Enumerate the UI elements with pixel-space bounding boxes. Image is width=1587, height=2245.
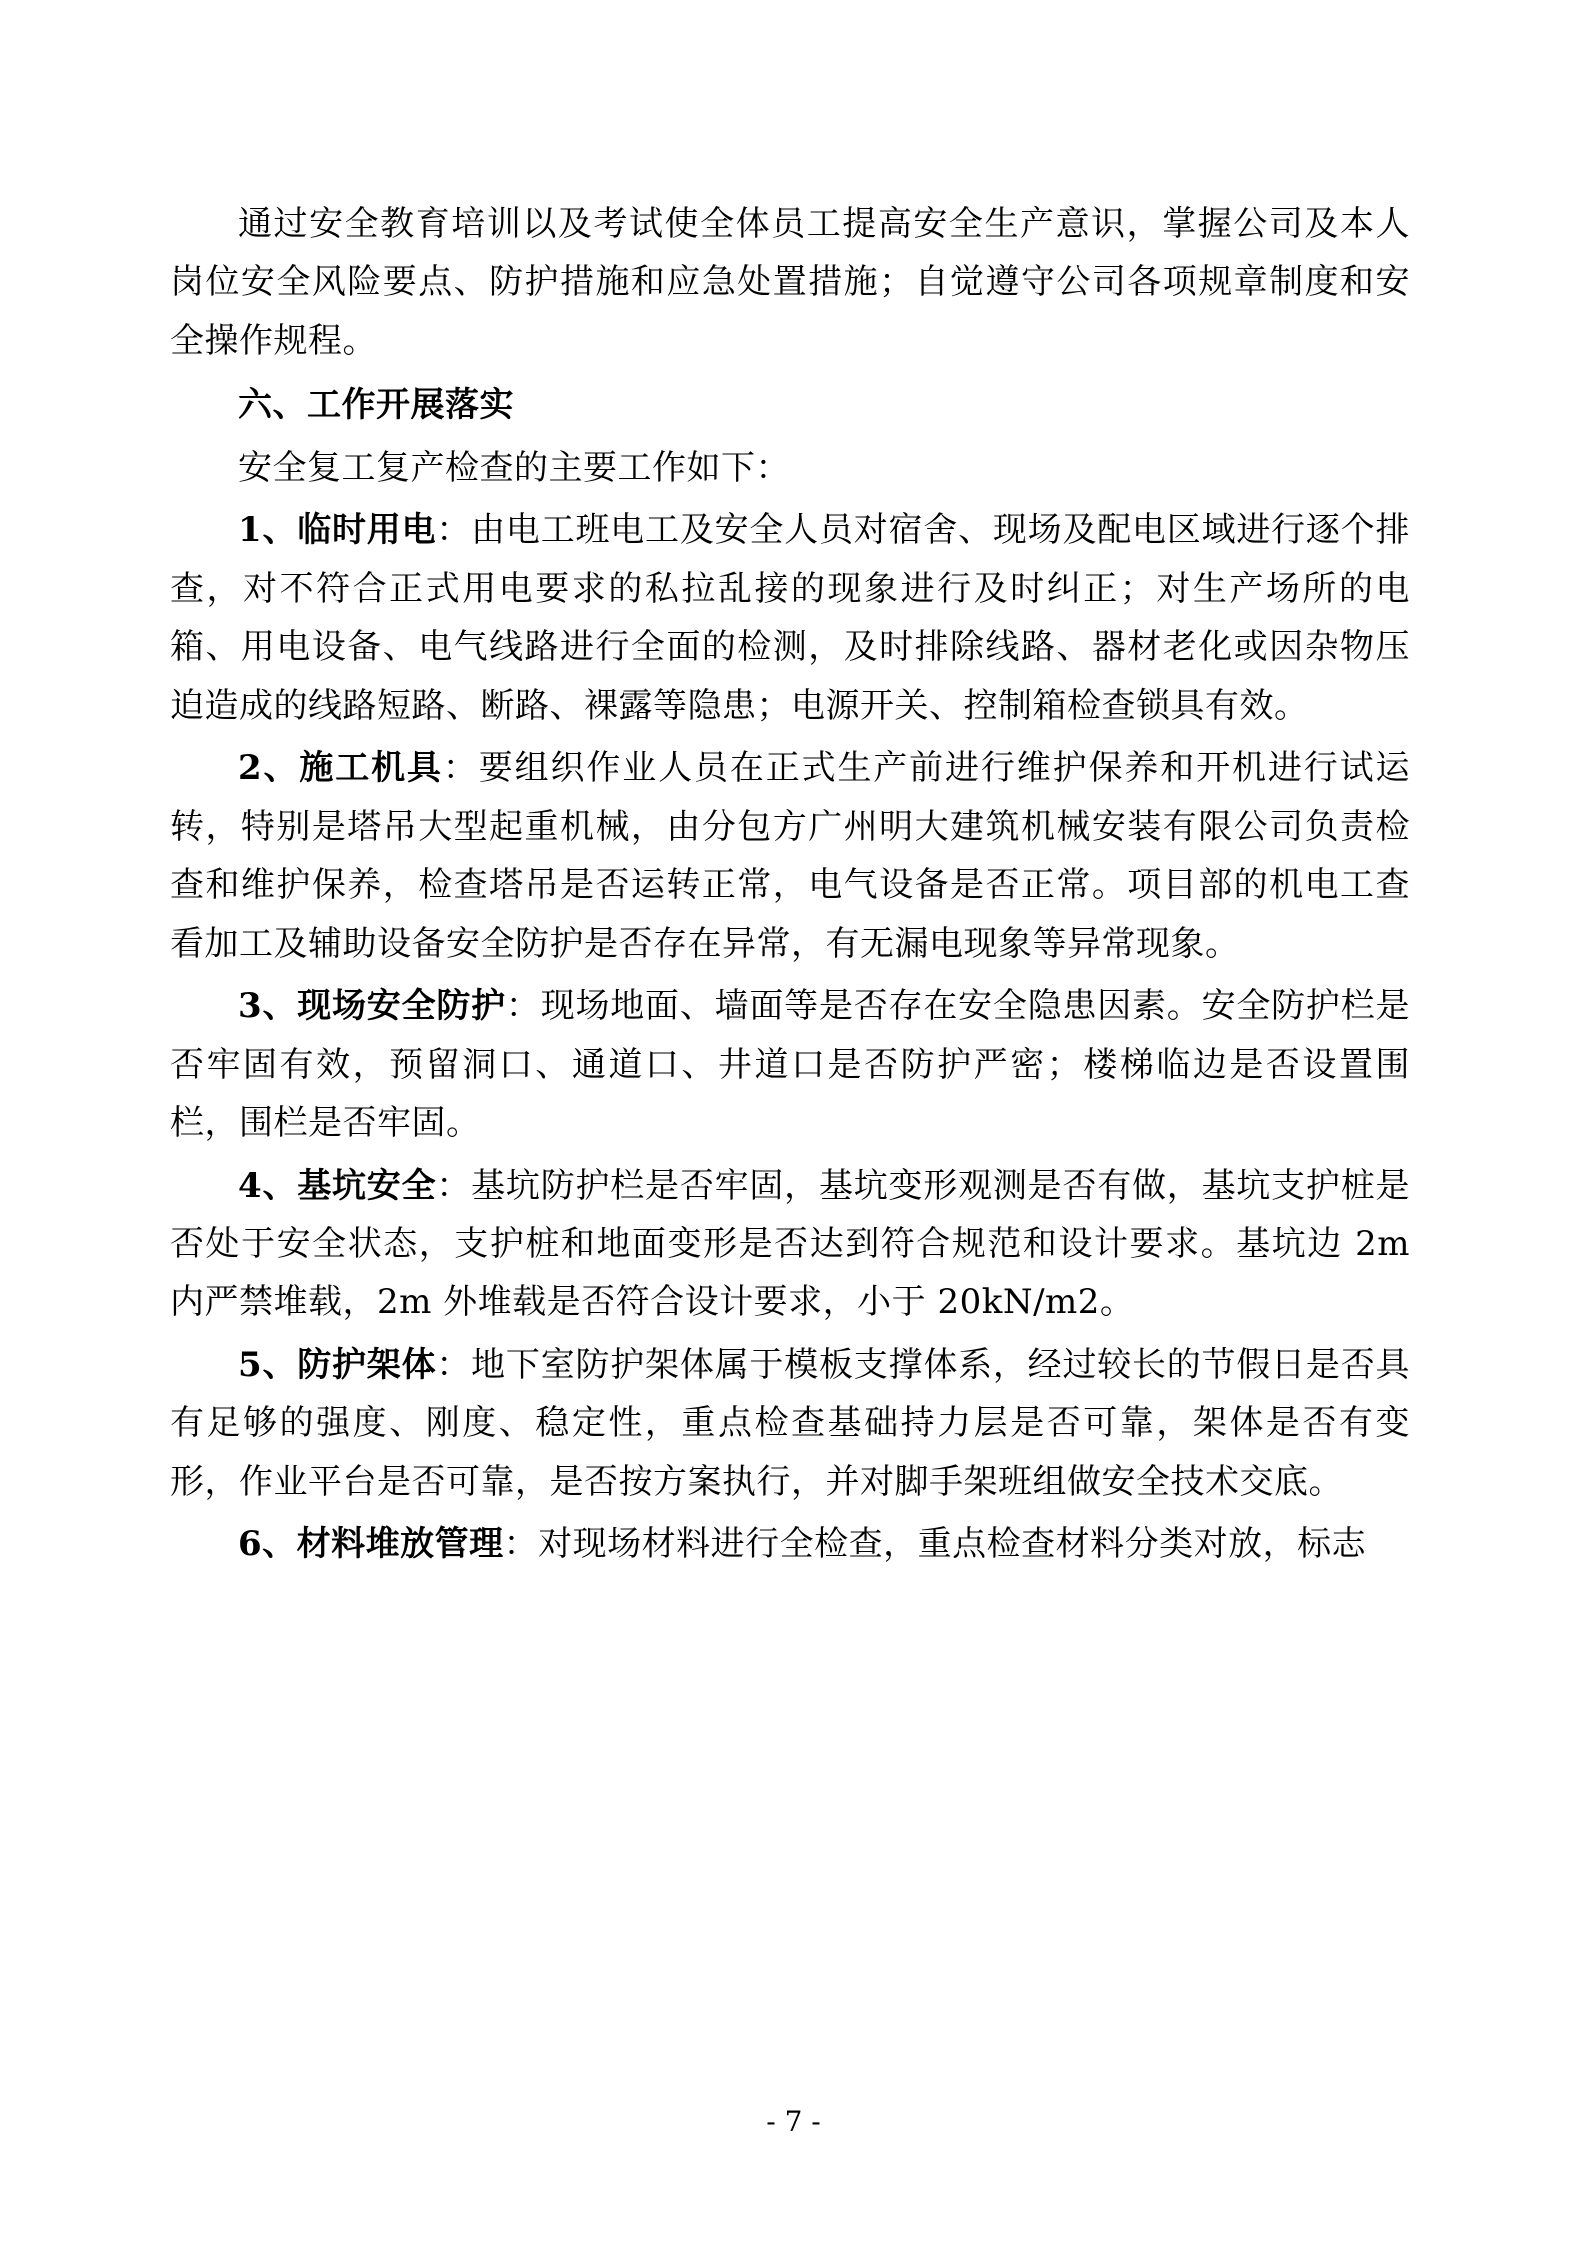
paragraph-item-2 xyxy=(170,739,1410,973)
paragraph-item-5 xyxy=(170,1336,1410,1511)
paragraph-item-6 xyxy=(170,1515,1410,1573)
paragraph-item-4-text: ：基坑防护栏是否牢固，基坑变形观测是否有做，基坑支护桩是否处于安全状态，支护桩和地面变形是否达到符合规范和设计要求。基坑边 2m 内严禁堆载，2m 外堆载是否符合设计要求，小于 20kN/m2。 xyxy=(170,1165,1410,1323)
paragraph-item-3 xyxy=(170,977,1410,1152)
paragraph-item-1-lead: 1、临时用电 xyxy=(238,510,437,551)
paragraph-item-2-lead: 2、施工机具 xyxy=(238,748,443,789)
document-body xyxy=(170,195,1410,1578)
paragraph-item-4-lead: 4、基坑安全 xyxy=(238,1165,437,1206)
paragraph-intro: 安全复工复产检查的主要工作如下： xyxy=(238,447,790,488)
section-heading-six: 六、工作开展落实 xyxy=(238,385,514,426)
paragraph-training: 通过安全教育培训以及考试使全体员工提高安全生产意识，掌握公司及本人岗位安全风险要点、防护措施和应急处置措施；自觉遵守公司各项规章制度和安全操作规程。 xyxy=(170,204,1410,361)
paragraph-item-3-lead: 3、现场安全防护 xyxy=(238,986,506,1027)
paragraph-item-6-text: ：对现场材料进行全检查，重点检查材料分类对放，标志 xyxy=(503,1524,1367,1565)
paragraph-item-5-lead: 5、防护架体 xyxy=(238,1344,437,1385)
paragraph-item-1-text: ：由电工班电工及安全人员对宿舍、现场及配电区域进行逐个排查，对不符合正式用电要求的私拉乱接的现象进行及时纠正；对生产场所的电箱、用电设备、电气线路进行全面的检测，及时排除线路、器材老化或因杂物压迫造成的线路短路、断路、裸露等隐患；电源开关、控制箱检查锁具有效。 xyxy=(170,510,1410,726)
paragraph-item-5-text: ：地下室防护架体属于模板支撑体系，经过较长的节假日是否具有足够的强度、刚度、稳定性，重点检查基础持力层是否可靠，架体是否有变形，作业平台是否可靠，是否按方案执行，并对脚手架班组做安全技术交底。 xyxy=(170,1344,1410,1502)
paragraph-item-2-text: ：要组织作业人员在正式生产前进行维护保养和开机进行试运转，特别是塔吊大型起重机械，由分包方广州明大建筑机械安装有限公司负责检查和维护保养，检查塔吊是否运转正常，电气设备是否正常。项目部的机电工查看加工及辅助设备安全防护是否存在异常，有无漏电现象等异常现象。 xyxy=(170,748,1410,964)
paragraph-item-6-lead: 6、材料堆放管理 xyxy=(238,1524,504,1565)
paragraph-item-4 xyxy=(170,1157,1410,1332)
paragraph-item-1 xyxy=(170,501,1410,735)
paragraph-item-3-text: ：现场地面、墙面等是否存在安全隐患因素。安全防护栏是否牢固有效，预留洞口、通道口、井道口是否防护严密；楼梯临边是否设置围栏，围栏是否牢固。 xyxy=(170,986,1410,1144)
page-number: - 7 - xyxy=(766,2105,821,2138)
